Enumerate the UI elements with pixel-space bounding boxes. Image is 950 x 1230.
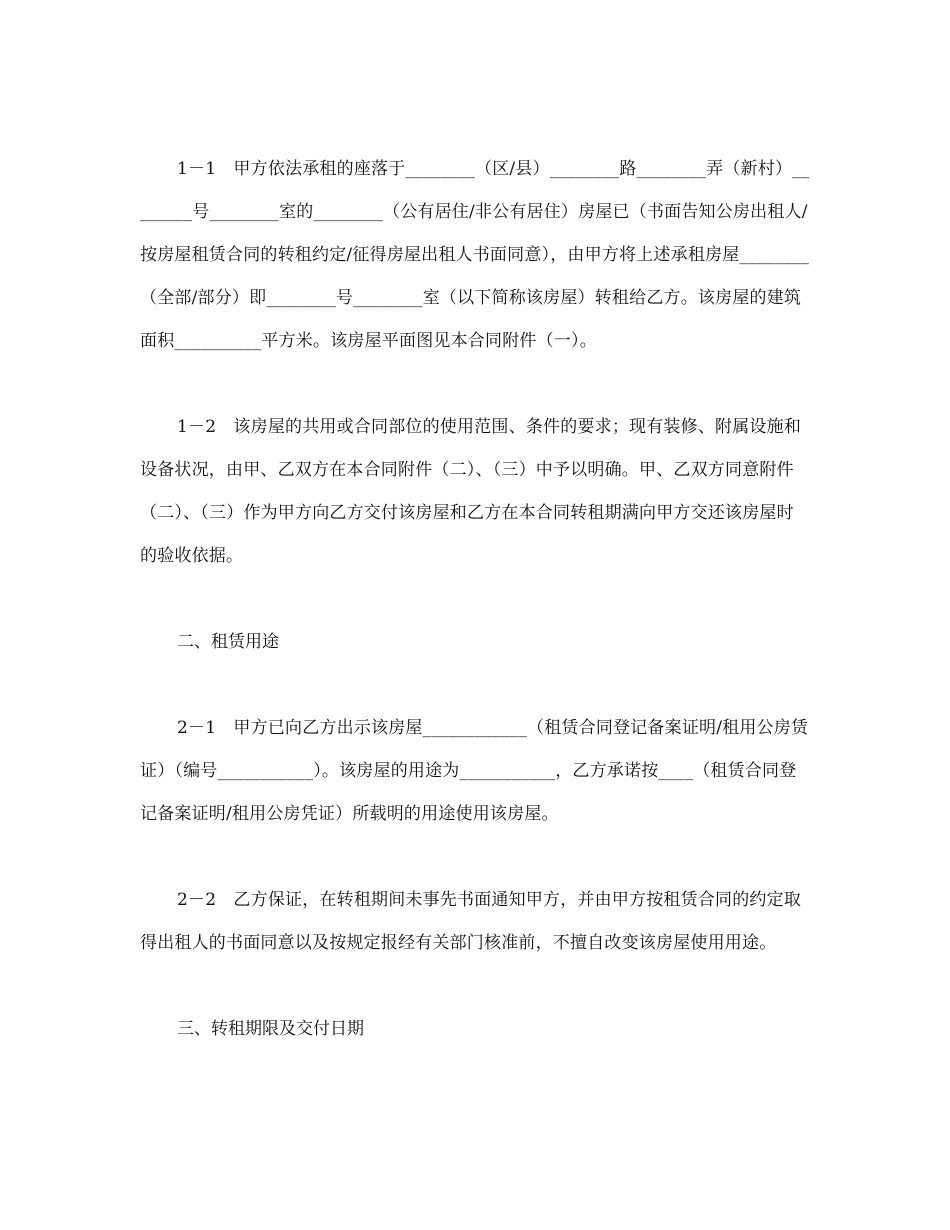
section-heading-2: 二、租赁用途 (177, 632, 279, 652)
spacer (140, 836, 810, 879)
clause-1-2: 1－2 该房屋的共用或合同部位的使用范围、条件的要求；现有装修、附属设施和设备状况，由甲、乙双方在本合同附件（二）、（三）中予以明确。甲、乙双方同意附件（二）、（三）作为甲方向乙方交付该房屋和乙方在本合同转租期满向甲方交还该房屋时的验收依据。 (140, 417, 802, 566)
clause-2-2: 2－2 乙方保证，在转租期间未事先书面通知甲方，并由甲方按租赁合同的约定取得出租人的书面同意以及按规定报经有关部门核准前，不擅自改变该房屋使用用途。 (140, 890, 802, 953)
spacer (140, 664, 810, 707)
section-heading-3: 三、转租期限及交付日期 (177, 1019, 364, 1039)
spacer (140, 363, 810, 406)
clause-1-1: 1－1 甲方依法承租的座落于________（区/县）________路________弄（新村）________号________室的________（公有居住/非公有居住）房屋已（书面告知公房出租人/按房屋租赁合同的转租约定/征得房屋出租人书面同意），由甲方将上述承租房屋________（全部/部分）即________号________室（以下简称该房屋）转租给乙方。该房屋的建筑面积__________平方米。该房屋平面图见本合同附件（一）。 (140, 159, 810, 351)
spacer (140, 578, 810, 621)
spacer (140, 965, 810, 1008)
clause-2-1: 2－1 甲方已向乙方出示该房屋____________（租赁合同登记备案证明/租用公房赁证）（编号___________）。该房屋的用途为___________，乙方承诺按____（租赁合同登记备案证明/租用公房凭证）所载明的用途使用该房屋。 (140, 718, 809, 824)
document-body (140, 148, 810, 1051)
